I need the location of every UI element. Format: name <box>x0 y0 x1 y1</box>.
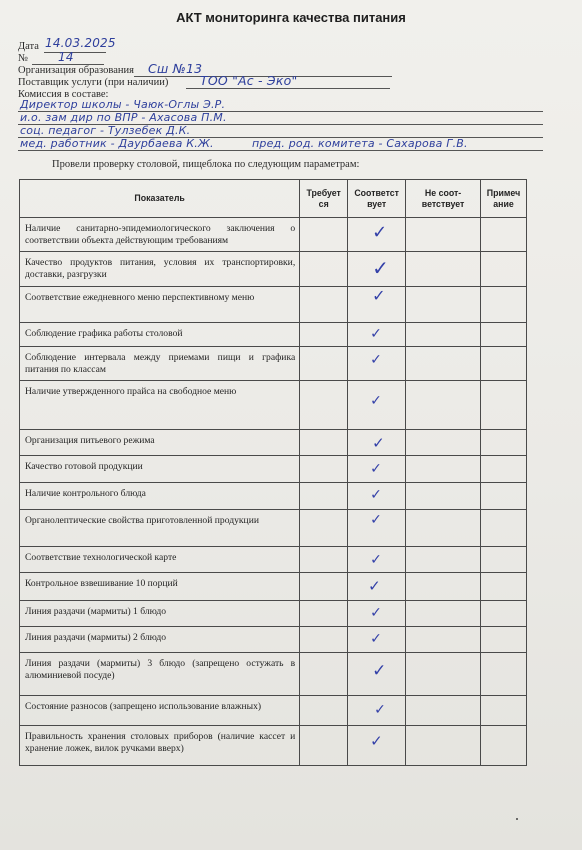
table-row <box>20 510 527 547</box>
row-compliant-cell <box>348 252 406 287</box>
row-indicator: Соответствие ежедневного меню перспективному меню <box>20 287 300 323</box>
row-required-cell <box>300 653 348 696</box>
row-noncompliant-cell <box>406 483 481 510</box>
table-row <box>20 483 527 510</box>
row-noncompliant-cell <box>406 696 481 726</box>
table-row <box>20 653 527 696</box>
row-note-cell <box>481 347 527 381</box>
row-indicator: Соблюдение графика работы столовой <box>20 323 300 347</box>
check-mark: ✓ <box>374 702 386 718</box>
row-compliant-cell <box>348 547 406 573</box>
row-compliant-cell <box>348 483 406 510</box>
row-required-cell <box>300 430 348 456</box>
row-indicator: Органолептические свойства приготовленной продукции <box>20 510 300 547</box>
check-mark: ✓ <box>372 222 388 243</box>
header-compliant: Соответст вует <box>348 180 406 218</box>
row-compliant-cell <box>348 696 406 726</box>
row-compliant-cell <box>348 726 406 766</box>
intro-text: Провели проверку столовой, пищеблока по следующим параметрам: <box>52 159 360 170</box>
table-row <box>20 601 527 627</box>
table-row <box>20 547 527 573</box>
row-compliant-cell <box>348 218 406 252</box>
row-noncompliant-cell <box>406 287 481 323</box>
table-row <box>20 252 527 287</box>
check-mark: ✓ <box>370 631 382 647</box>
row-required-cell <box>300 601 348 627</box>
check-mark: ✓ <box>370 326 382 342</box>
row-required-cell <box>300 347 348 381</box>
row-indicator: Качество продуктов питания, условия их транспортировки, доставки, разгрузки <box>20 252 300 287</box>
row-indicator: Качество готовой продукции <box>20 456 300 483</box>
check-mark: ✓ <box>370 605 382 621</box>
table-row <box>20 287 527 323</box>
table-row <box>20 456 527 483</box>
row-note-cell <box>481 381 527 430</box>
commission-member-3: соц. педагог - Тулзебек Д.К. <box>20 124 191 137</box>
commission-line-4 <box>18 150 543 151</box>
row-note-cell <box>481 510 527 547</box>
row-indicator: Наличие контрольного блюда <box>20 483 300 510</box>
row-compliant-cell <box>348 347 406 381</box>
organization-value: Сш №13 <box>148 61 203 76</box>
row-compliant-cell <box>348 627 406 653</box>
row-required-cell <box>300 381 348 430</box>
header-note: Примеч ание <box>481 180 527 218</box>
commission-member-2: и.о. зам дир по ВПР - Ахасова П.М. <box>20 111 227 124</box>
check-mark: ✓ <box>372 434 385 452</box>
check-mark: ✓ <box>372 256 389 280</box>
row-required-cell <box>300 456 348 483</box>
row-indicator: Наличие утвержденного прайса на свободное меню <box>20 381 300 430</box>
row-note-cell <box>481 547 527 573</box>
table-row <box>20 218 527 252</box>
check-mark: ✓ <box>370 352 382 368</box>
check-mark: ✓ <box>370 512 382 528</box>
row-noncompliant-cell <box>406 252 481 287</box>
check-mark: ✓ <box>372 286 386 305</box>
check-mark: ✓ <box>370 461 382 477</box>
table-row <box>20 347 527 381</box>
row-noncompliant-cell <box>406 653 481 696</box>
row-required-cell <box>300 510 348 547</box>
row-indicator: Состояние разносов (запрещено использование влажных) <box>20 696 300 726</box>
row-note-cell <box>481 696 527 726</box>
row-noncompliant-cell <box>406 601 481 627</box>
row-noncompliant-cell <box>406 573 481 601</box>
check-mark: ✓ <box>370 732 383 750</box>
row-note-cell <box>481 601 527 627</box>
table-row <box>20 430 527 456</box>
row-indicator: Линия раздачи (мармиты) 1 блюдо <box>20 601 300 627</box>
row-note-cell <box>481 456 527 483</box>
date-label: Дата <box>18 41 39 52</box>
row-noncompliant-cell <box>406 726 481 766</box>
supplier-underline <box>186 88 390 89</box>
row-required-cell <box>300 573 348 601</box>
table-row <box>20 726 527 766</box>
monitoring-table <box>19 179 527 766</box>
row-indicator: Организация питьевого режима <box>20 430 300 456</box>
row-compliant-cell <box>348 456 406 483</box>
check-mark: ✓ <box>370 393 382 409</box>
row-noncompliant-cell <box>406 347 481 381</box>
commission-label: Комиссия в составе: <box>18 89 109 100</box>
row-required-cell <box>300 483 348 510</box>
row-noncompliant-cell <box>406 627 481 653</box>
row-indicator: Линия раздачи (мармиты) 2 блюдо <box>20 627 300 653</box>
number-value: 14 <box>58 50 74 64</box>
row-compliant-cell <box>348 573 406 601</box>
row-noncompliant-cell <box>406 456 481 483</box>
row-compliant-cell <box>348 510 406 547</box>
date-value: 14.03.2025 <box>45 36 116 50</box>
row-note-cell <box>481 287 527 323</box>
pen-mark <box>516 818 518 820</box>
check-mark: ✓ <box>370 552 382 568</box>
commission-member-1: Директор школы - Чаюк-Оглы Э.Р. <box>20 98 226 111</box>
supplier-label: Поставщик услуги (при наличии) <box>18 77 169 88</box>
table-row <box>20 696 527 726</box>
commission-member-4: мед. работник - Даурбаева К.Ж. <box>20 137 214 150</box>
row-required-cell <box>300 218 348 252</box>
row-note-cell <box>481 573 527 601</box>
supplier-value: ТОО "Ас - Эко" <box>200 73 298 88</box>
row-compliant-cell <box>348 323 406 347</box>
row-note-cell <box>481 627 527 653</box>
row-note-cell <box>481 483 527 510</box>
row-indicator: Линия раздачи (мармиты) 3 блюдо (запрещено остужать в алюминиевой посуде) <box>20 653 300 696</box>
row-required-cell <box>300 696 348 726</box>
row-compliant-cell <box>348 287 406 323</box>
header-noncompliant: Не соот- ветствует <box>406 180 481 218</box>
commission-member-5: пред. род. комитета - Сахарова Г.В. <box>252 137 468 150</box>
row-compliant-cell <box>348 601 406 627</box>
row-compliant-cell <box>348 430 406 456</box>
row-note-cell <box>481 252 527 287</box>
row-required-cell <box>300 547 348 573</box>
row-compliant-cell <box>348 381 406 430</box>
row-compliant-cell <box>348 653 406 696</box>
table-header-row <box>20 180 527 218</box>
row-note-cell <box>481 726 527 766</box>
row-required-cell <box>300 726 348 766</box>
row-noncompliant-cell <box>406 323 481 347</box>
header-required: Требует ся <box>300 180 348 218</box>
number-label: № <box>18 53 29 64</box>
row-required-cell <box>300 323 348 347</box>
table-row <box>20 323 527 347</box>
row-note-cell <box>481 653 527 696</box>
check-mark: ✓ <box>370 487 382 503</box>
row-indicator: Соблюдение интервала между приемами пищи и графика питания по классам <box>20 347 300 381</box>
row-noncompliant-cell <box>406 547 481 573</box>
row-indicator: Соответствие технологической карте <box>20 547 300 573</box>
row-indicator: Контрольное взвешивание 10 порций <box>20 573 300 601</box>
row-noncompliant-cell <box>406 430 481 456</box>
row-note-cell <box>481 323 527 347</box>
header-indicator: Показатель <box>20 180 300 218</box>
row-required-cell <box>300 287 348 323</box>
row-noncompliant-cell <box>406 218 481 252</box>
row-required-cell <box>300 627 348 653</box>
row-note-cell <box>481 430 527 456</box>
document-title: АКТ мониторинга качества питания <box>176 10 406 25</box>
table-row <box>20 381 527 430</box>
date-underline <box>44 52 106 53</box>
check-mark: ✓ <box>372 661 387 681</box>
row-note-cell <box>481 218 527 252</box>
row-required-cell <box>300 252 348 287</box>
table-row <box>20 573 527 601</box>
row-indicator: Наличие санитарно-эпидемиологического заключения о соответствии объекта действующим требованиям <box>20 218 300 252</box>
row-noncompliant-cell <box>406 510 481 547</box>
check-mark: ✓ <box>368 577 381 595</box>
row-indicator: Правильность хранения столовых приборов (наличие кассет и хранение ложек, вилок ручками вверх) <box>20 726 300 766</box>
organization-label: Организация образования <box>18 65 134 76</box>
row-noncompliant-cell <box>406 381 481 430</box>
table-row <box>20 627 527 653</box>
